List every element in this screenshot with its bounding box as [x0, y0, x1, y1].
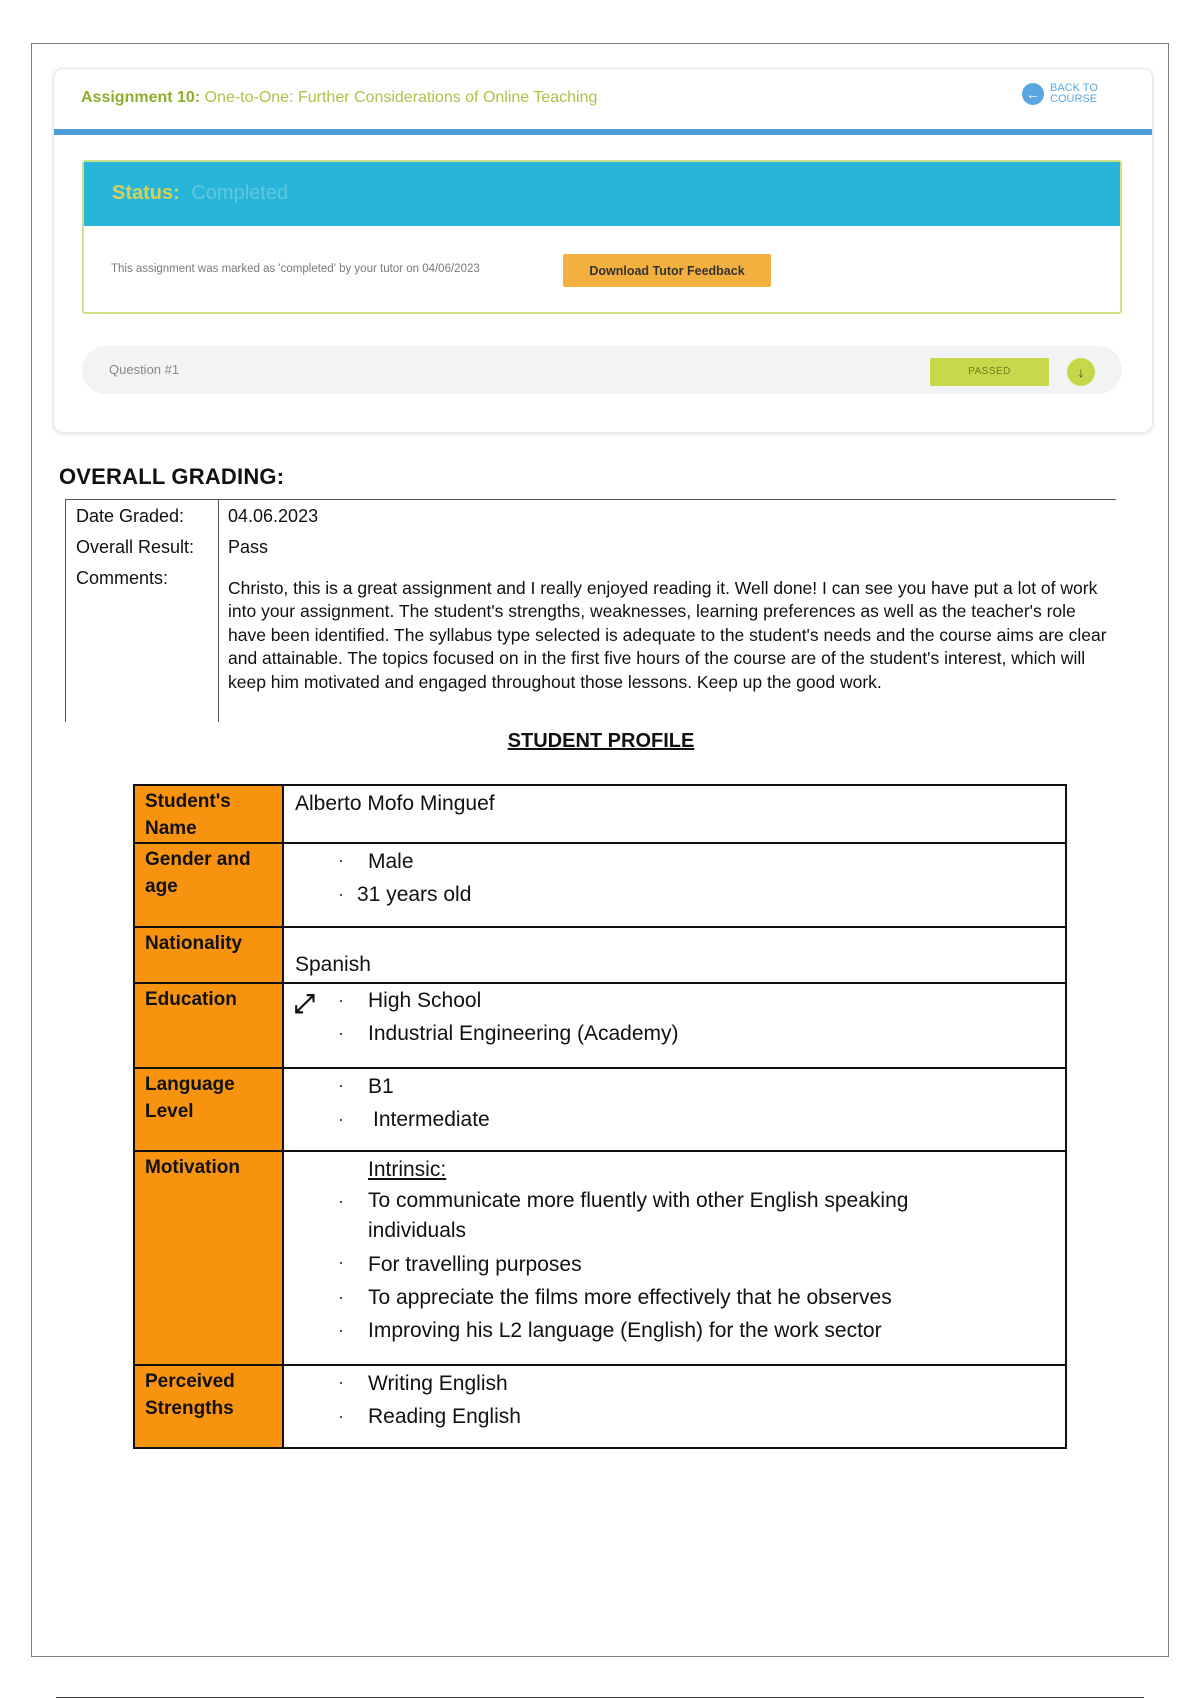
row-language-level: [134, 1068, 1066, 1151]
document-page: [31, 43, 1169, 1657]
student-name: Alberto Mofo Minguef: [295, 792, 495, 815]
overall-grading-heading: OVERALL GRADING:: [59, 464, 285, 489]
list-item: · Industrial Engineering (Academy): [284, 1017, 1065, 1050]
arrow-left-icon: ←: [1022, 83, 1044, 105]
assignment-card: [53, 68, 1153, 433]
bottom-rule: [56, 1697, 1144, 1698]
label-language-level: Language Level: [134, 1068, 283, 1151]
list-item: · 31 years old: [284, 878, 1065, 911]
student-profile-table: [133, 784, 1067, 1449]
value-strengths: [283, 1365, 1066, 1448]
list-item: · B1: [284, 1069, 1065, 1103]
header-divider: [54, 129, 1152, 135]
label-gender-age: Gender and age: [134, 843, 283, 927]
row-nationality: [134, 927, 1066, 983]
question-row[interactable]: [82, 346, 1122, 394]
value-nationality: [283, 927, 1066, 983]
student-profile-heading: STUDENT PROFILE: [507, 730, 695, 752]
resize-icon[interactable]: ⤢: [294, 988, 315, 1018]
card-header: [54, 69, 1152, 129]
label-student-name: Student's Name: [134, 785, 283, 843]
list-item: · Male: [284, 844, 1065, 878]
row-gender-age: [134, 843, 1066, 927]
label-strengths: Perceived Strengths: [134, 1365, 283, 1448]
grading-table: [65, 499, 1116, 722]
list-item: · Reading English: [284, 1400, 1065, 1433]
label-nationality: Nationality: [134, 927, 283, 983]
row-motivation: [134, 1151, 1066, 1365]
comments-value: Christo, this is a great assignment and I really enjoyed reading it. Well done! I can see you have put a lot of work into your assignment. The student's strengths, weaknesses, learning preferences as well as the teacher's role have been identified. The syllabus type selected is adequate to the student's needs and the course aims are clear and attainable. The topics focused on in the first five hours of the course are of the student's interest, which will keep him motivated and engaged throughout those lessons. Keep up the good work.: [228, 578, 1107, 692]
list-item: · For travelling purposes: [284, 1246, 1065, 1281]
question-label: Question #1: [109, 362, 180, 377]
row-strengths: [134, 1365, 1066, 1448]
status-message: This assignment was marked as 'completed' by your tutor on 04/06/2023: [111, 263, 480, 275]
motivation-heading: Intrinsic:: [368, 1158, 447, 1181]
status-text: [112, 182, 288, 205]
list-item: · To appreciate the films more effectively that he observes: [284, 1281, 1065, 1314]
label-education: Education: [134, 983, 283, 1068]
download-feedback-button[interactable]: Download Tutor Feedback: [563, 254, 771, 287]
grading-divider: [218, 500, 219, 722]
arrow-down-icon[interactable]: ↓: [1067, 358, 1095, 386]
assignment-title: [81, 89, 597, 107]
row-education: [134, 983, 1066, 1068]
value-education: [283, 983, 1066, 1068]
value-gender-age: [283, 843, 1066, 927]
comments-label: Comments:: [76, 568, 169, 588]
overall-result-label: Overall Result:: [76, 537, 195, 557]
list-item: · Improving his L2 language (English) for the work sector: [284, 1314, 1065, 1347]
date-graded-label: Date Graded:: [76, 506, 185, 526]
list-item: · Writing English: [284, 1366, 1065, 1400]
status-panel: [82, 160, 1122, 314]
back-to-course-button[interactable]: [1022, 83, 1116, 105]
assignment-number: Assignment 10:: [81, 89, 201, 106]
nationality-value: Spanish: [295, 953, 371, 976]
status-bar: [84, 162, 1120, 226]
list-item: · High School: [284, 984, 1065, 1017]
assignment-name: One-to-One: Further Considerations of Online Teaching: [204, 89, 598, 106]
date-graded-value: 04.06.2023: [228, 506, 319, 526]
list-item: · To communicate more fluently with other English speaking individuals: [284, 1186, 1065, 1246]
status-value: Completed: [191, 182, 289, 204]
value-student-name: [283, 785, 1066, 843]
value-motivation: [283, 1151, 1066, 1365]
label-motivation: Motivation: [134, 1151, 283, 1365]
status-label: Status:: [112, 182, 180, 204]
list-item: · Intermediate: [284, 1103, 1065, 1136]
overall-result-value: Pass: [228, 537, 269, 557]
back-to-course-label: BACK TO COURSE: [1050, 82, 1098, 105]
row-student-name: [134, 785, 1066, 843]
passed-badge: PASSED: [930, 358, 1049, 386]
value-language-level: [283, 1068, 1066, 1151]
